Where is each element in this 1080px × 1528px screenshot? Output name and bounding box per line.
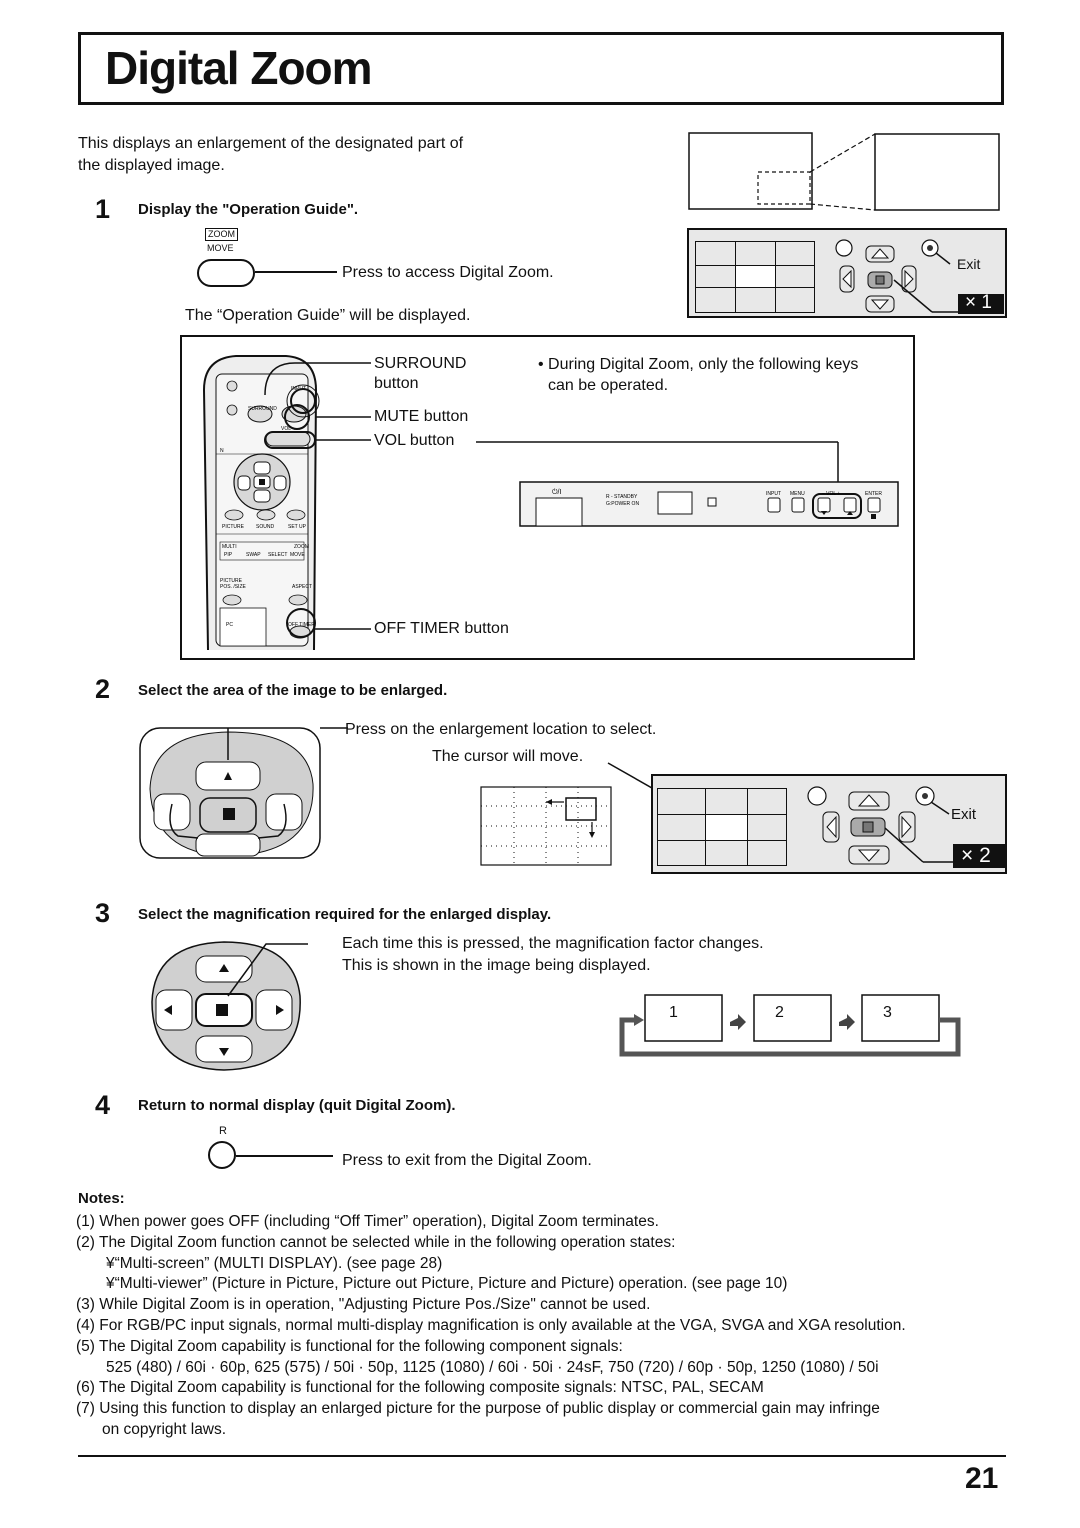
note-6: (6) The Digital Zoom capability is functional for the following composite signals: NTSC, PAL, SECAM [76,1379,764,1397]
page-number: 21 [965,1462,999,1495]
svg-text:MULTI: MULTI [222,544,237,550]
step-number-4: 4 [95,1090,111,1120]
note-1: (1) When power goes OFF (including “Off Timer” operation), Digital Zoom terminates. [76,1213,659,1230]
svg-text:MENU: MENU [790,491,805,497]
svg-text:MOVE: MOVE [290,552,305,558]
step3-arrow-keypad [148,940,308,1072]
keys-note [538,354,858,396]
intro-line-2: the displayed image. [78,157,225,174]
guide-displayed-text: The “Operation Guide” will be displayed. [185,307,471,324]
step3-line-2: This is shown in the image being displayed. [342,957,651,974]
r-return-button[interactable] [208,1141,236,1169]
svg-text:R - STANDBY: R - STANDBY [606,494,638,500]
step-number-1: 1 [95,194,111,224]
surround-callout [374,354,466,394]
notes-list [76,1212,1016,1441]
cursor-move-text: The cursor will move. [432,748,584,765]
mute-callout: MUTE button [374,408,469,425]
vol-callout: VOL button [374,432,455,449]
r-key-label: R [219,1125,227,1137]
svg-text:N: N [220,448,224,454]
svg-text:G:POWER ON: G:POWER ON [606,501,640,507]
svg-text:SELECT: SELECT [268,552,288,558]
note-3: (3) While Digital Zoom is in operation, "Adjusting Picture Pos./Size" cannot be used. [76,1296,651,1314]
surround-callout-line-1: SURROUND [374,355,467,372]
cursor-grid [480,786,615,868]
svg-text:ENTER: ENTER [865,491,882,497]
svg-text:ASPECT: ASPECT [292,584,313,590]
note-7: (7) Using this function to display an enlarged picture for the purpose of public display or commercial gain may infringe [76,1400,880,1418]
osd2-zoom-level: × 2 [961,844,991,867]
zoom-illustration [688,132,1003,212]
front-panel-illustration [518,480,900,528]
remote-callouts [255,355,375,645]
svg-text:PC: PC [226,622,233,628]
step2-arrow-keypad [138,724,350,864]
footer-rule [78,1455,1006,1457]
note-4: (4) For RGB/PC input signals, normal multi-display magnification is only available at the VGA, SVGA and XGA resolution. [76,1316,906,1334]
svg-text:PIP: PIP [224,552,233,558]
operation-guide-x1 [687,228,1007,318]
note-7-cont: on copyright laws. [102,1420,227,1438]
operation-guide-x2 [651,774,1007,874]
svg-text:POS. /SIZE: POS. /SIZE [220,584,246,590]
zoom-move-button[interactable] [197,259,255,287]
cycle-step-3: 3 [883,1004,892,1021]
intro-line-1: This displays an enlargement of the designated part of [78,135,464,152]
osd1-zoom-level: × 1 [965,292,992,313]
title-box [78,32,1004,105]
callout-line [255,271,337,273]
keys-note-line-2: can be operated. [548,377,669,394]
step-heading-4: Return to normal display (quit Digital Zoom). [138,1097,456,1114]
svg-text:VOL: VOL [281,426,292,432]
svg-text:– VOL +: – VOL + [822,491,841,497]
step-number-2: 2 [95,674,111,704]
svg-text:SET UP: SET UP [288,524,306,530]
cycle-step-1: 1 [669,1004,678,1021]
osd1-exit-label: Exit [957,256,981,272]
note-2a: ¥“Multi-screen” (MULTI DISPLAY). (see page 28) [106,1254,443,1272]
move-key-label: MOVE [207,243,234,253]
svg-text:SURROUND: SURROUND [248,406,277,412]
step3-line-1: Each time this is pressed, the magnification factor changes. [342,935,764,952]
notes-heading: Notes: [78,1190,125,1207]
svg-text:OFF TIMER: OFF TIMER [288,622,315,628]
cycle-step-2: 2 [775,1004,784,1021]
zoom-key-label: ZOOM [205,228,238,241]
step-number-3: 3 [95,898,111,928]
step-heading-2: Select the area of the image to be enlarged. [138,682,448,699]
note-5: (5) The Digital Zoom capability is functional for the following component signals: [76,1337,623,1355]
step3-description [342,933,764,977]
note-5-signals: 525 (480) / 60i · 60p, 625 (575) / 50i · 50p, 1125 (1080) / 60i · 50i · 24sF, 750 (720) / 60p · 50p, 1250 (1080) / 50i [106,1358,879,1376]
page-title: Digital Zoom [105,42,372,94]
step-heading-3: Select the magnification required for the enlarged display. [138,906,552,923]
press-exit-text: Press to exit from the Digital Zoom. [342,1152,592,1169]
magnification-cycle [618,990,963,1060]
svg-text:SOUND: SOUND [256,524,275,530]
off-timer-callout: OFF TIMER button [374,620,509,637]
surround-callout-line-2: button [374,375,419,392]
svg-text:PICTURE: PICTURE [222,524,244,530]
svg-text:⏻/I: ⏻/I [552,489,562,496]
svg-text:ZOOM: ZOOM [294,544,309,550]
press-location-text: Press on the enlargement location to select. [345,721,657,738]
svg-text:PICTURE: PICTURE [220,578,242,584]
step-heading-1: Display the "Operation Guide". [138,201,359,218]
osd2-exit-label: Exit [951,806,977,823]
svg-text:INPUT: INPUT [766,491,781,497]
svg-text:INPUT: INPUT [291,386,306,392]
svg-text:SWAP: SWAP [246,552,261,558]
callout-line [236,1155,333,1157]
note-2: (2) The Digital Zoom function cannot be selected while in the following operation states: [76,1233,676,1251]
press-access-text: Press to access Digital Zoom. [342,264,554,281]
note-2b: ¥“Multi-viewer” (Picture in Picture, Picture out Picture, Picture and Picture) operation. (see page 10) [106,1275,788,1293]
keys-note-line-1: • During Digital Zoom, only the following keys [538,356,859,373]
intro-text [78,133,538,177]
